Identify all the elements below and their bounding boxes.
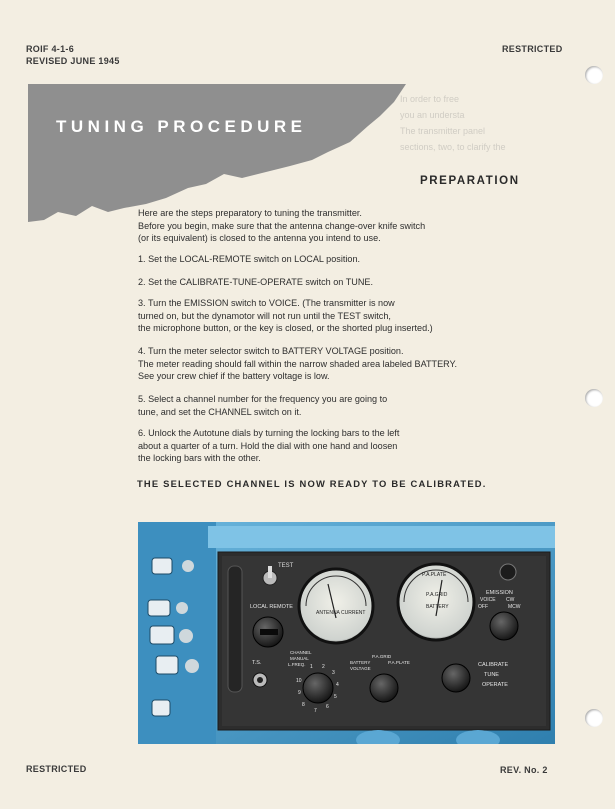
intro-paragraph: [138, 207, 533, 245]
step-line: 3. Turn the EMISSION switch to VOICE. (The transmitter is now: [138, 298, 395, 308]
revision-date: REVISED JUNE 1945: [26, 56, 120, 66]
channel-number: 8: [302, 702, 305, 708]
classification-footer: RESTRICTED: [26, 764, 87, 774]
step-line: the microphone button, or the key is closed, or the shorted plug inserted.): [138, 323, 433, 334]
binder-hole: [585, 66, 603, 84]
step-line: 4. Turn the meter selector switch to BATTERY VOLTAGE position.: [138, 346, 404, 356]
step-3: [138, 297, 533, 335]
page-title: TUNING PROCEDURE: [56, 117, 307, 136]
classification-header: RESTRICTED: [502, 44, 563, 54]
transmitter-panel-photo: [138, 522, 555, 744]
label-pa-grid-selector: P.A.GRID: [372, 654, 392, 659]
label-channel: CHANNEL: [290, 650, 312, 655]
label-cw: CW: [506, 597, 515, 603]
conclusion-statement: THE SELECTED CHANNEL IS NOW READY TO BE CALIBRATED.: [137, 478, 487, 489]
bleed-through-line: The transmitter panel: [400, 126, 486, 136]
bleed-through-line: you an understa: [400, 110, 465, 120]
channel-number: 3: [332, 670, 335, 676]
label-ts: T.S.: [252, 660, 262, 666]
intro-line: Before you begin, make sure that the antenna change-over knife switch: [138, 220, 426, 231]
document-id: ROIF 4-1-6: [26, 44, 75, 54]
channel-number: 5: [334, 694, 337, 700]
step-5: [138, 393, 533, 418]
step-line: tune, and set the CHANNEL switch on it.: [138, 406, 302, 417]
revision-number: REV. No. 2: [500, 765, 548, 775]
intro-line: Here are the steps preparatory to tuning the transmitter.: [138, 208, 362, 218]
step-1: [138, 253, 533, 266]
channel-number: 6: [326, 704, 329, 710]
step-line: the locking bars with the other.: [138, 453, 261, 464]
label-emission: EMISSION: [486, 590, 513, 596]
channel-number: 10: [296, 678, 302, 684]
step-line: 1. Set the LOCAL-REMOTE switch on LOCAL position.: [138, 254, 361, 264]
label-test: TEST: [278, 563, 294, 569]
step-line: 5. Select a channel number for the frequency you are going to: [138, 394, 388, 404]
label-battery-voltage: BATTERY: [350, 660, 371, 665]
label-operate: OPERATE: [482, 682, 508, 688]
label-battery-voltage: VOLTAGE: [350, 666, 371, 671]
label-local-remote: LOCAL REMOTE: [250, 604, 293, 610]
channel-number: 2: [322, 664, 325, 670]
step-4: [138, 345, 533, 383]
label-lfreq: L.FREQ.: [288, 662, 306, 667]
label-pa-plate: P.A.PLATE: [422, 572, 447, 578]
label-manual: MANUAL: [290, 656, 309, 661]
section-heading: PREPARATION: [420, 175, 520, 187]
step-line: 6. Unlock the Autotune dials by turning the locking bars to the left: [138, 428, 400, 438]
label-calibrate: CALIBRATE: [478, 662, 509, 668]
channel-number: 7: [314, 708, 317, 714]
label-tune: TUNE: [484, 672, 499, 678]
step-line: See your crew chief if the battery voltage is low.: [138, 371, 330, 382]
channel-number: 1: [310, 664, 313, 670]
step-6: [138, 427, 533, 465]
channel-number: 9: [298, 690, 301, 696]
step-2: [138, 276, 533, 289]
bleed-through-line: sections, two, to clarify the: [400, 142, 506, 152]
channel-number: 4: [336, 682, 339, 688]
binder-hole: [585, 389, 603, 407]
step-line: The meter reading should fall within the narrow shaded area labeled BATTERY.: [138, 358, 457, 369]
title-banner: [28, 84, 408, 224]
bleed-through-line: In order to free: [400, 94, 460, 104]
binder-hole: [585, 709, 603, 727]
intro-line: (or its equivalent) is closed to the antenna you intend to use.: [138, 233, 381, 244]
step-line: turned on, but the dynamotor will not run until the TEST switch,: [138, 310, 391, 321]
label-battery: BATTERY: [426, 604, 449, 610]
label-antenna-current: ANTENNA CURRENT: [316, 610, 366, 616]
step-line: about a quarter of a turn. Hold the dial with one hand and loosen: [138, 440, 398, 451]
step-line: 2. Set the CALIBRATE-TUNE-OPERATE switch on TUNE.: [138, 277, 373, 287]
label-pa-plate-selector: P.A.PLATE: [388, 660, 410, 665]
label-mcw: MCW: [508, 604, 521, 610]
label-off: OFF: [478, 604, 488, 610]
label-pa-grid: P.A.GRID: [426, 592, 448, 598]
label-voice: VOICE: [480, 597, 496, 603]
